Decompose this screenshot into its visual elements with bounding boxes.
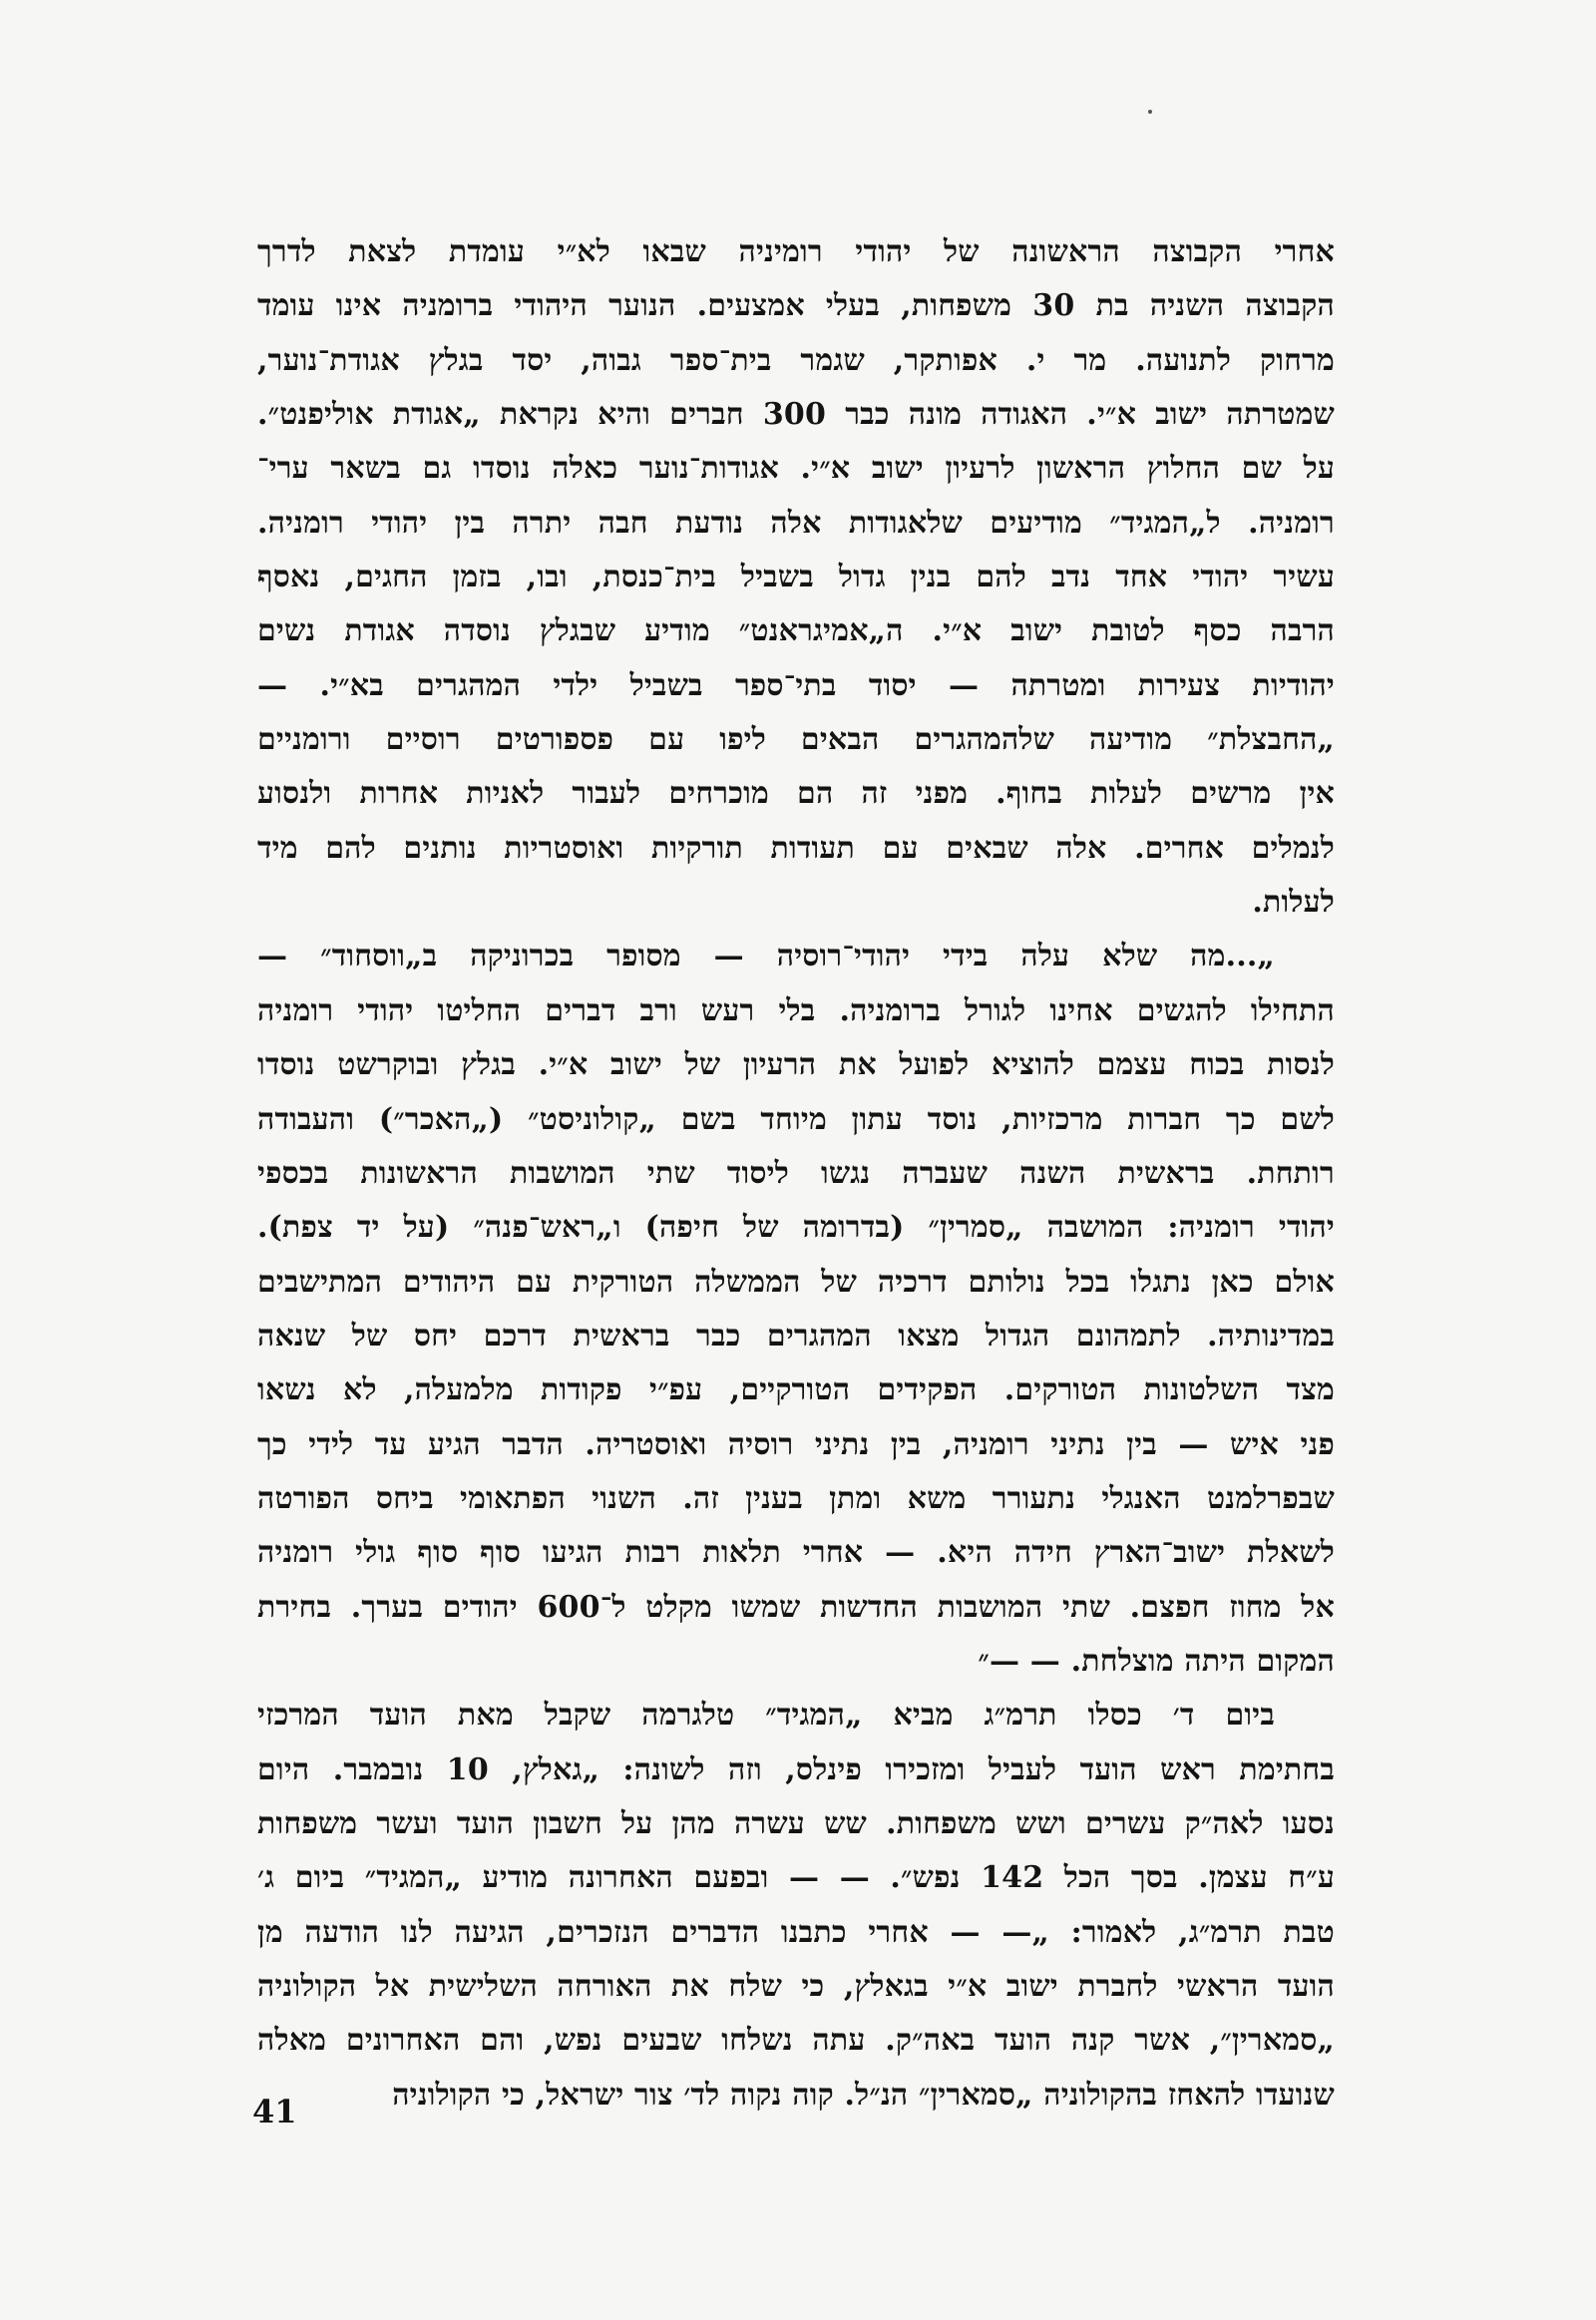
scan-speck bbox=[1148, 110, 1152, 114]
paragraph bbox=[257, 1689, 1335, 2123]
text-line: אין מרשים לעלות בחוף. מפני זה הם מוכרחים לעבור לאניות אחרות ולנסוע bbox=[257, 776, 1335, 812]
text-line: רומניה. ל„המגיד״ מודיעים שלאגודות אלה נודעת חבה יתרה בין יהודי רומניה. bbox=[257, 505, 1335, 541]
text-line: אחרי הקבוצה הראשונה של יהודי רומיניה שבאו לא״י עומדת לצאת לדרך bbox=[257, 234, 1335, 269]
text-line: לשם כך חברות מרכזיות, נוסד עתון מיוחד בשם „קולוניסט״ („האכר״) והעבודה bbox=[257, 1101, 1335, 1137]
text-line: שנועדו להאחז בהקולוניה „סמארין״ הנ״ל. קוה נקוה לד׳ צור ישראל, כי הקולוניה bbox=[392, 2077, 1335, 2113]
text-line: המקום היתה מוצלחת. — —״ bbox=[978, 1643, 1335, 1679]
text-line: שמטרתה ישוב א״י. האגודה מונה כבר 300 חברים והיא נקראת „אגודת אוליפנט״. bbox=[257, 397, 1335, 433]
paragraph bbox=[257, 225, 1335, 930]
text-line: ביום ד׳ כסלו תרמ״ג מביא „המגיד״ טלגרמה שקבל מאת הועד המרכזי bbox=[257, 1698, 1275, 1734]
paragraph bbox=[257, 930, 1335, 1689]
text-line: התחילו להגשים אחינו לגורל ברומניה. בלי רעש ורב דברים החליטו יהודי רומניה bbox=[257, 992, 1335, 1028]
text-line: טבת תרמ״ג, לאמור: „— — אחרי כתבנו הדברים הנזכרים, הגיעה לנו הודעה מן bbox=[257, 1914, 1335, 1950]
body-text bbox=[257, 225, 1335, 2123]
text-line: לעלות. bbox=[1252, 885, 1335, 921]
text-line: מרחוק לתנועה. מר י. אפותקר, שגמר בית־ספר גבוה, יסד בגלץ אגודת־נוער, bbox=[257, 342, 1335, 378]
text-line: ע״ח עצמן. בסך הכל 142 נפש״. — — ובפעם האחרונה מודיע „המגיד״ ביום ג׳ bbox=[257, 1860, 1335, 1896]
text-line: עשיר יהודי אחד נדב להם בנין גדול בשביל בית־כנסת, ובו, בזמן החגים, נאסף bbox=[257, 560, 1335, 595]
text-line: לנמלים אחרים. אלה שבאים עם תעודות תורקיות ואוסטריות נותנים להם מיד bbox=[257, 830, 1335, 866]
text-line: הרבה כסף לטובת ישוב א״י. ה„אמיגראנט״ מודיע שבגלץ נוסדה אגודת נשים bbox=[257, 613, 1335, 649]
text-line: הועד הראשי לחברת ישוב א״י בגאלץ, כי שלח את האורחה השלישית אל הקולוניה bbox=[257, 1969, 1335, 2004]
text-line: אולם כאן נתגלו בכל נולותם דרכיה של הממשלה הטורקית עם היהודים המתישבים bbox=[257, 1264, 1335, 1300]
text-line: „החבצלת״ מודיעה שלהמהגרים הבאים ליפו עם פספורטים רוסיים ורומניים bbox=[257, 722, 1335, 758]
text-line: יהודי רומניה: המושבה „סמרין״ (בדרומה של חיפה) ו„ראש־פנה״ (על יד צפת). bbox=[257, 1210, 1335, 1246]
text-line: „סמארין״, אשר קנה הועד באה״ק. עתה נשלחו שבעים נפש, והם האחרונים מאלה bbox=[257, 2023, 1335, 2059]
text-line: יהודיות צעירות ומטרתה — יסוד בתי־ספר בשביל ילדי המהגרים בא״י. — bbox=[257, 667, 1335, 703]
text-line: נסעו לאה״ק עשרים ושש משפחות. שש עשרה מהן על חשבון הועד ועשר משפחות bbox=[257, 1805, 1335, 1841]
text-line: לשאלת ישוב־הארץ חידה היא. — אחרי תלאות רבות הגיעו סוף סוף גולי רומניה bbox=[257, 1535, 1335, 1571]
text-line: שבפרלמנט האנגלי נתעורר משא ומתן בענין זה. השנוי הפתאומי ביחס הפורטה bbox=[257, 1480, 1335, 1516]
text-line: „...מה שלא עלה בידי יהודי־רוסיה — מסופר בכרוניקה ב„ווסחוד״ — bbox=[257, 939, 1275, 974]
text-line: מצד השלטונות הטורקים. הפקידים הטורקיים, עפ״י פקודות מלמעלה, לא נשאו bbox=[257, 1372, 1335, 1408]
text-line: הקבוצה השניה בת 30 משפחות, בעלי אמצעים. הנוער היהודי ברומניה אינו עומד bbox=[257, 288, 1335, 324]
text-line: בחתימת ראש הועד לעביל ומזכירו פינלס, וזה לשונה: „גאלץ, 10 נובמבר. היום bbox=[257, 1751, 1335, 1787]
text-line: לנסות בכוח עצמם להוציא לפועל את הרעיון של ישוב א״י. בגלץ ובוקרשט נוסדו bbox=[257, 1047, 1335, 1083]
text-line: אל מחוז חפצם. שתי המושבות החדשות שמשו מקלט ל־600 יהודים בערך. בחירת bbox=[257, 1589, 1335, 1625]
text-line: על שם החלוץ הראשון לרעיון ישוב א״י. אגודות־נוער כאלה נוסדו גם בשאר ערי־ bbox=[257, 451, 1335, 487]
text-line: רותחת. בראשית השנה שעברה נגשו ליסוד שתי המושבות הראשונות בכספי bbox=[257, 1155, 1335, 1191]
page-number: 41 bbox=[252, 2093, 297, 2130]
text-line: פני איש — בין נתיני רומניה, בין נתיני רוסיה ואוסטריה. הדבר הגיע עד לידי כך bbox=[257, 1426, 1335, 1462]
text-line: במדינותיה. לתמהונם הגדול מצאו המהגרים כבר בראשית דרכם יחס של שנאה bbox=[257, 1318, 1335, 1353]
